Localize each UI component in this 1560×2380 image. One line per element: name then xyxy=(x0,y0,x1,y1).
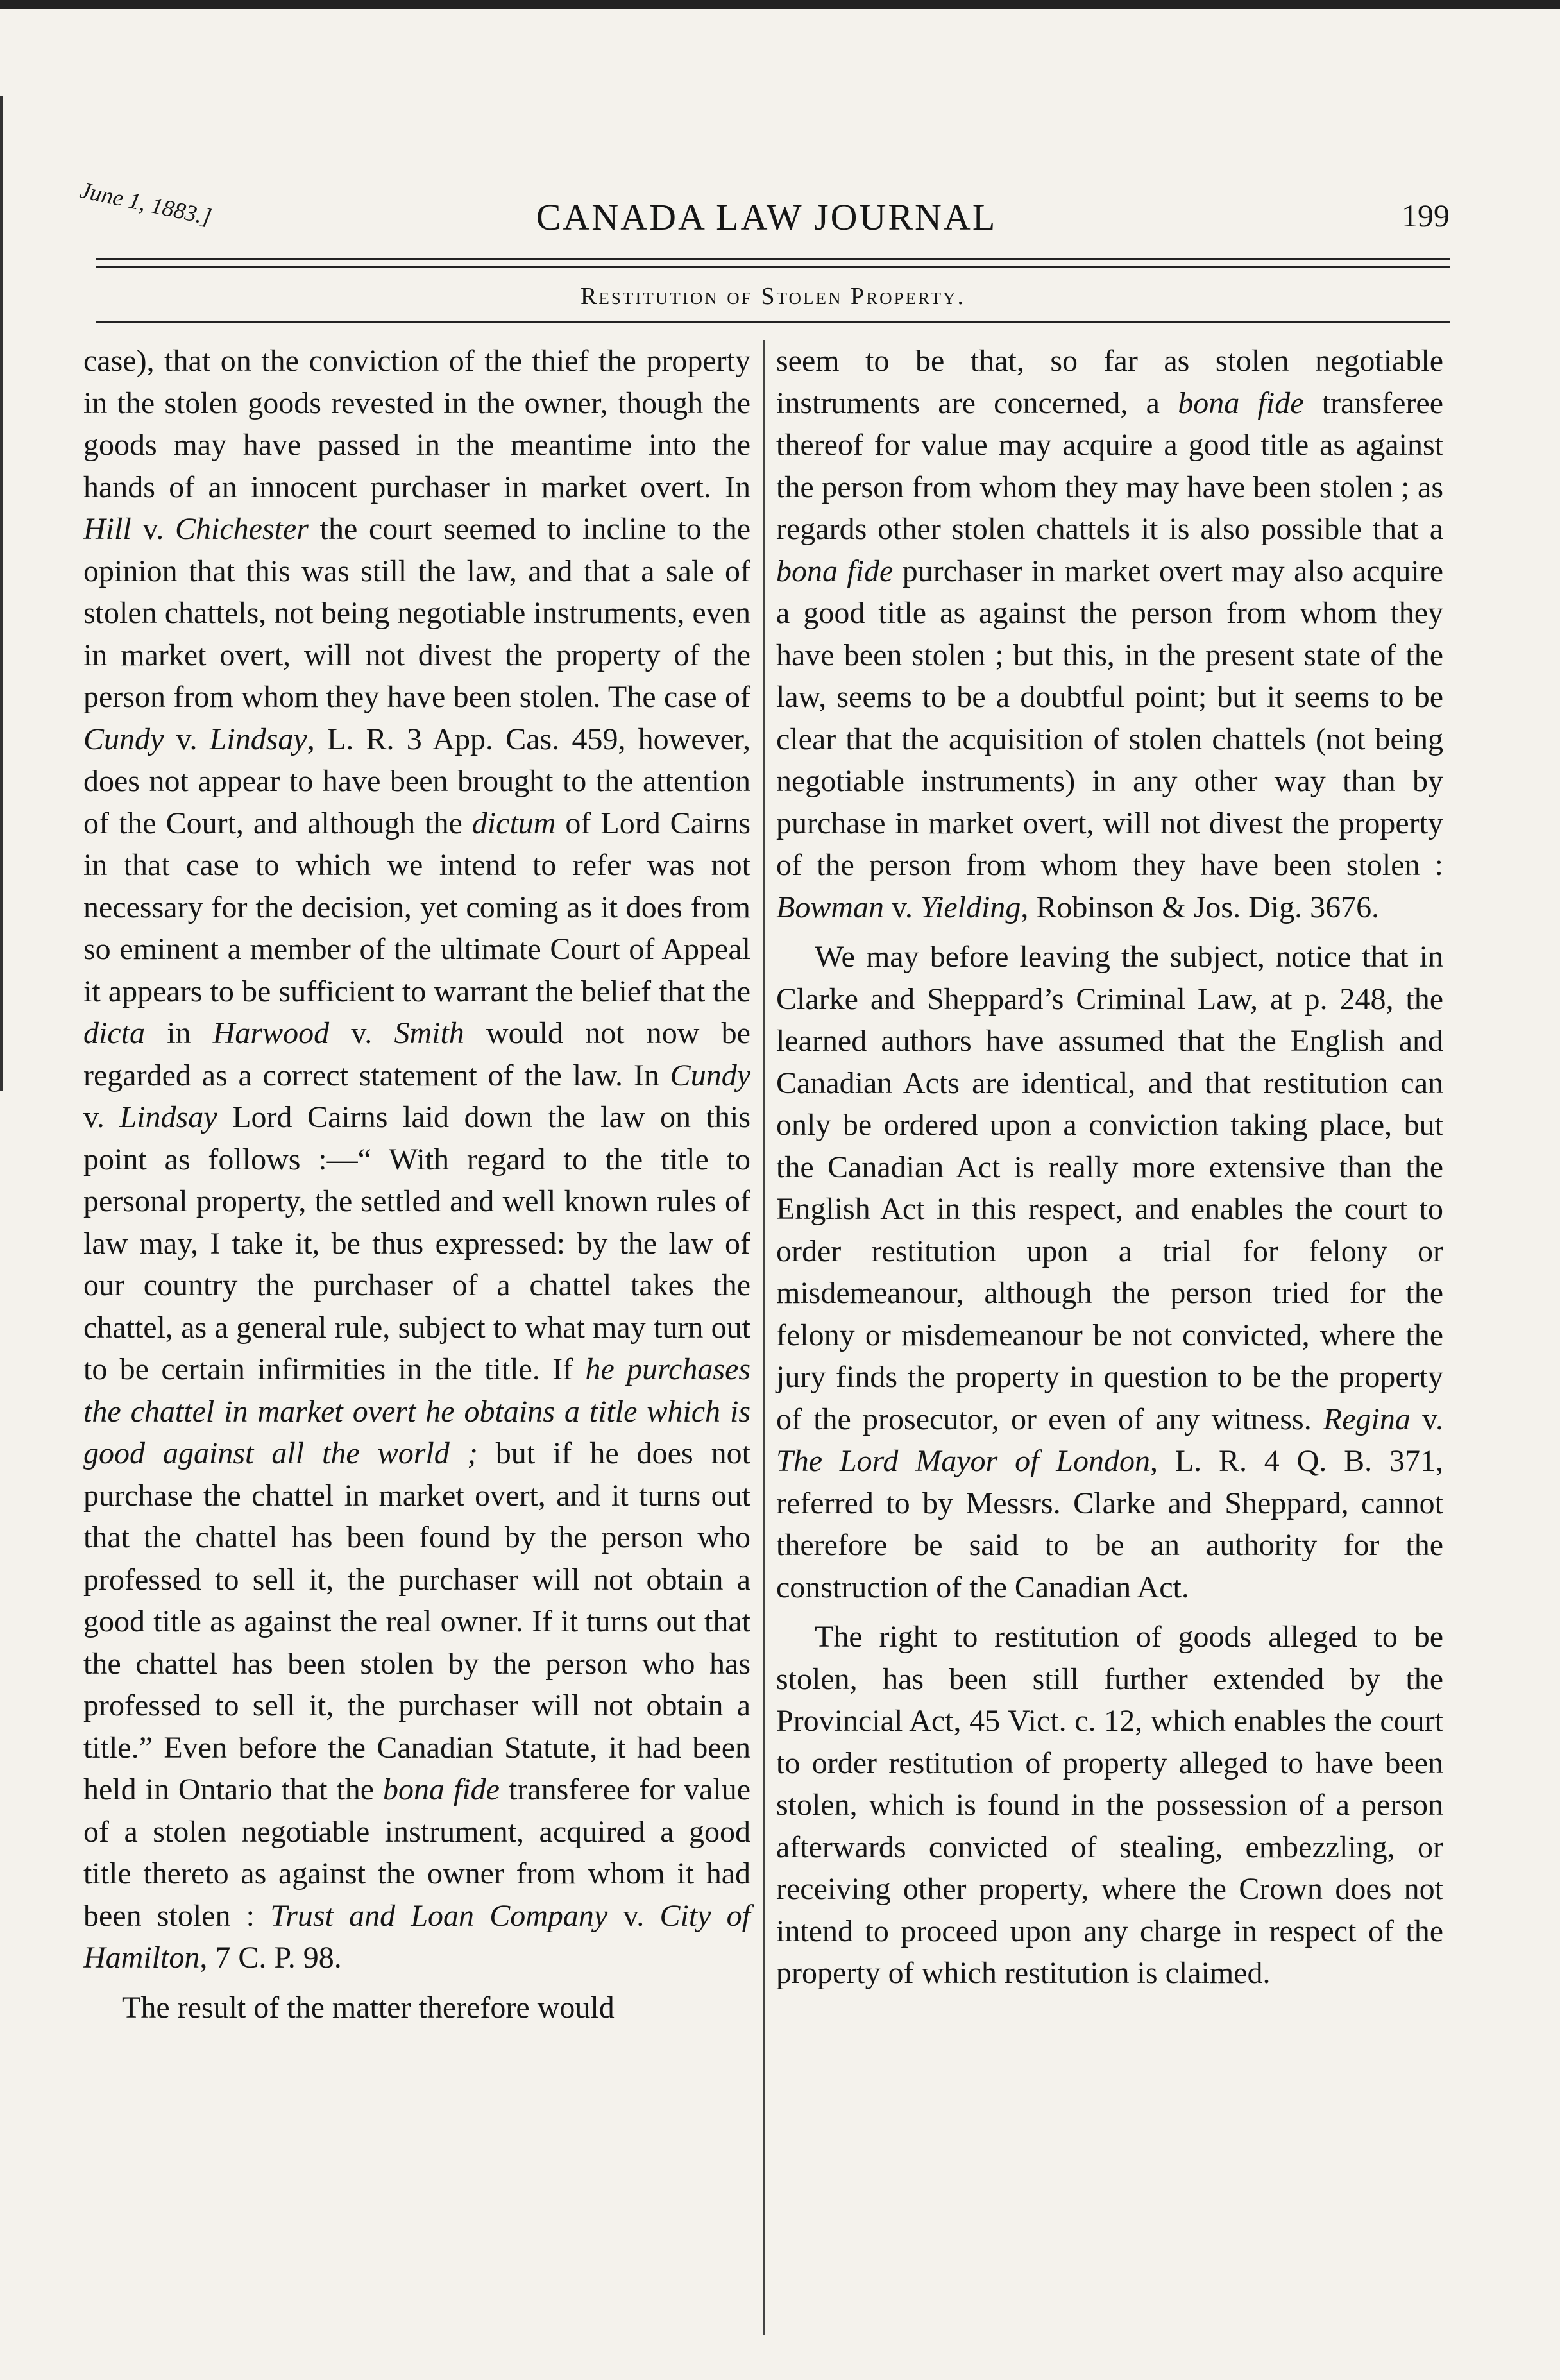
case-name: Chichester xyxy=(174,512,309,546)
case-name: Smith xyxy=(394,1016,464,1050)
text-run: v. xyxy=(164,722,210,756)
text-run: but if he does not purchase the chattel in market overt, and it turns out that the chattel has been found by the person who professed to sell it, the purchaser will not obtain a good title as against the real owner. If it turns out that the chattel has been stolen by the person who has professed to sell it, the purchaser will not obtain a title.” Even before the Canadian Statute, it had been held in Ontario that the xyxy=(83,1436,751,1806)
top-page-edge xyxy=(0,0,1560,9)
case-name: Lindsay xyxy=(119,1100,217,1134)
right-paragraph-3 xyxy=(776,1616,1443,1994)
text-run: transferee for value of a stolen negotiable instrument, acquired a good title thereto as against the owner from whom it had been stolen : xyxy=(83,1772,750,1933)
left-paragraph-2 xyxy=(83,1987,750,2029)
text-run: of Lord Cairns in that case to which we intend to refer was not necessary for the decision, yet coming as it does from so eminent a member of the ultimate Court of Appeal it appears to be sufficient to warrant the belief that the xyxy=(83,806,750,1008)
text-run: the court seemed to incline to the opinion that this was still the law, and that a sale of stolen chattels, not being negotiable instruments, even in market overt, will not divest the property of the person from whom they have been stolen. The case of xyxy=(83,512,750,714)
right-column xyxy=(776,340,1443,1994)
case-name: Cundy xyxy=(670,1058,750,1092)
case-name: Trust and Loan Company xyxy=(270,1898,608,1933)
text-run: v. xyxy=(884,890,920,924)
section-title: Restitution of Stolen Property. xyxy=(581,283,965,310)
case-name: City of Hamilton xyxy=(83,1898,751,1975)
text-run: seem to be that, so far as stolen negotiable instruments are concerned, a xyxy=(776,344,1443,420)
italic-term: dicta xyxy=(83,1016,145,1050)
right-paragraph-2 xyxy=(776,936,1443,1608)
text-run: purchaser in market overt may also acquire a good title as against the person from whom they have been stolen ; but this, in the present state of the law, seems to be a doubtful point; but it seems to be clear that the acquisition of stolen chattels (not being negotiable instruments) in any other way than by purchase in market overt, will not divest the property of the person from whom they have been stolen : xyxy=(776,554,1443,882)
text-run: v. xyxy=(329,1016,394,1050)
text-run: v. xyxy=(83,1100,120,1134)
case-name: Harwood xyxy=(212,1016,330,1050)
text-run: would not now be regarded as a correct statement of the law. In xyxy=(83,1016,750,1092)
case-name: Lindsay xyxy=(209,722,307,756)
italic-term: bona fide xyxy=(383,1772,500,1806)
case-name: Cundy xyxy=(83,722,164,756)
page-number: 199 xyxy=(1402,198,1450,234)
right-paragraph-1 xyxy=(776,340,1443,928)
text-run: The result of the matter therefore would xyxy=(122,1990,615,2025)
text-run: , L. R. 4 Q. B. 371, referred to by Messrs. Clarke and Sheppard, cannot therefore be said to be an authority for the construction of the Canadian Act. xyxy=(776,1444,1444,1604)
case-name: Regina xyxy=(1323,1402,1411,1436)
journal-title: CANADA LAW JOURNAL xyxy=(536,196,997,238)
text-run: Lord Cairns laid down the law on this point as follows :—“ With regard to the title to personal property, the settled and well known rules of law may, I take it, be thus expressed: by the law of our country the purchaser of a chattel takes the chattel, as a general rule, subject to what may turn out to be certain infirmities in the title. If xyxy=(83,1100,750,1386)
text-run: We may before leaving the subject, notice that in Clarke and Sheppard’s Criminal Law, at p. 248, the learned authors have assumed that the English and Canadian Acts are identical, and that restitution can only be ordered upon a conviction taking place, but the Canadian Act is really more extensive than the English Act in this respect, and enables the court to order restitution upon a trial for felony or misdemeanour, although the person tried for the felony or misdemeanour be not convicted, where the jury finds the property in question to be the property of the prosecutor, or even of any witness. xyxy=(776,940,1443,1436)
case-name: The Lord Mayor of London xyxy=(776,1444,1150,1478)
text-run: transferee thereof for value may acquire a good title as against the person from whom they may have been stolen ; as regards other stolen chattels it is also possible that a xyxy=(776,386,1443,546)
left-column xyxy=(83,340,750,2028)
section-rule xyxy=(96,321,1450,323)
text-run: v. xyxy=(607,1898,660,1933)
case-name: Bowman xyxy=(776,890,884,924)
text-run: in xyxy=(144,1016,213,1050)
text-run: , L. R. 3 App. Cas. 459, however, does not appear to have been brought to the attention of the Court, and although the xyxy=(83,722,751,840)
text-run: case), that on the conviction of the thief the property in the stolen goods revested in the owner, though the goods may have passed in the meantime into the hands of an innocent purchaser in market overt. In xyxy=(83,344,750,504)
column-divider xyxy=(763,340,765,2335)
running-date: June 1, 1883.] xyxy=(78,176,214,230)
case-name: Hill xyxy=(83,512,131,546)
binding-edge xyxy=(0,96,3,1091)
running-header xyxy=(78,164,1450,241)
text-run: , Robinson & Jos. Dig. 3676. xyxy=(1021,890,1380,924)
italic-term: dictum xyxy=(471,806,556,840)
quoted-italic: he purchases the chattel in market overt he obtains a title which is good against all the world ; xyxy=(83,1352,750,1470)
text-run: The right to restitution of goods alleged to be stolen, has been still further extended by the Provincial Act, 45 Vict. c. 12, which enables the court to order restitution of property alleged to have been stolen, which is found in the possession of a person afterwards convicted of stealing, embezzling, or receiving other property, where the Crown does not intend to proceed upon any charge in respect of the property of which restitution is claimed. xyxy=(776,1620,1443,1990)
header-rule xyxy=(96,258,1450,268)
text-run: , 7 C. P. 98. xyxy=(199,1941,342,1975)
text-run: v. xyxy=(1410,1402,1443,1436)
italic-term: bona fide xyxy=(1178,386,1304,420)
text-run: v. xyxy=(131,512,175,546)
case-name: Yielding xyxy=(920,890,1021,924)
left-paragraph-1 xyxy=(83,340,750,1979)
italic-term: bona fide xyxy=(776,554,894,588)
